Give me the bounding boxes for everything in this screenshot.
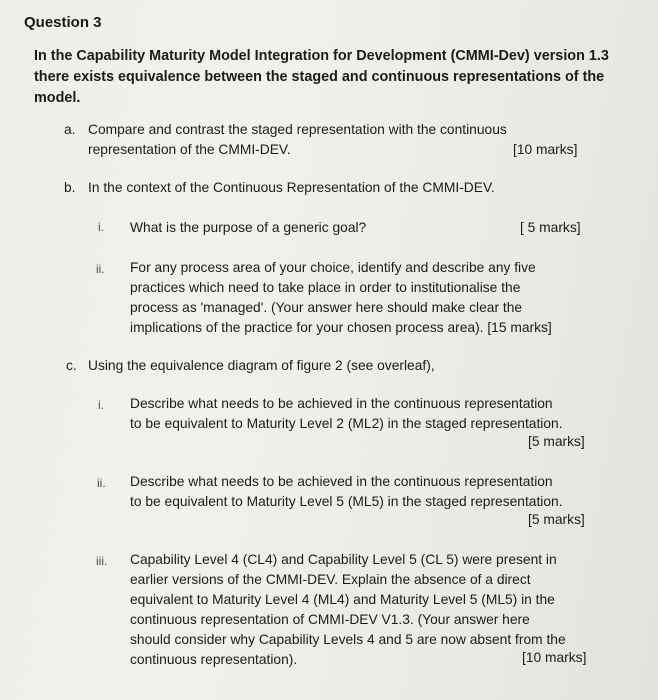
question-title: Question 3 <box>24 14 102 31</box>
part-c-item-ii-line: to be equivalent to Maturity Level 5 (ML5) in the staged representation. <box>130 494 563 509</box>
question-intro <box>34 46 634 109</box>
part-c-item-iii-marks: [10 marks] <box>522 650 587 665</box>
intro-line: there exists equivalence between the staged and continuous representations of the <box>34 69 605 85</box>
part-c-label: c. <box>66 358 77 373</box>
intro-line: In the Capability Maturity Model Integration for Development (CMMI-Dev) version 1.3 <box>34 48 609 64</box>
part-b-text: In the context of the Continuous Representation of the CMMI-DEV. <box>88 180 495 195</box>
part-b-item-i-marks: [ 5 marks] <box>520 220 581 235</box>
part-c-item-ii-marks: [5 marks] <box>528 512 585 527</box>
part-b-item-ii-text <box>130 258 610 338</box>
part-a-line: representation of the CMMI-DEV. <box>88 142 291 157</box>
intro-line: model. <box>34 90 81 106</box>
part-b-item-i-text <box>130 218 490 238</box>
part-a-line: Compare and contrast the staged representation with the continuous <box>88 122 507 137</box>
part-b-item-ii-line: process as 'managed'. (Your answer here should make clear the <box>130 300 523 315</box>
part-c-item-iii-line: continuous representation of CMMI-DEV V1.3. (Your answer here <box>130 612 530 627</box>
part-b-item-ii-line: For any process area of your choice, identify and describe any five <box>130 260 536 275</box>
part-c-item-i-line: Describe what needs to be achieved in the continuous representation <box>130 396 553 411</box>
part-b-item-ii-line: implications of the practice for your chosen process area). [15 marks] <box>130 320 552 335</box>
part-c-item-i-marks: [5 marks] <box>528 434 585 449</box>
part-c-item-iii-line: equivalent to Maturity Level 4 (ML4) and Maturity Level 5 (ML5) in the <box>130 592 555 607</box>
part-c-item-iii-line: earlier versions of the CMMI-DEV. Explain the absence of a direct <box>130 572 531 587</box>
part-c-item-ii-numeral: ii. <box>97 476 106 490</box>
part-c-text: Using the equivalence diagram of figure 2 (see overleaf), <box>88 358 435 373</box>
part-c-item-ii-line: Describe what needs to be achieved in the continuous representation <box>130 474 553 489</box>
part-b-item-i-numeral: i. <box>98 220 104 234</box>
part-b-label: b. <box>64 180 76 195</box>
part-c-item-i-line: to be equivalent to Maturity Level 2 (ML2) in the staged representation. <box>130 416 563 431</box>
part-c-item-i-numeral: i. <box>98 398 104 412</box>
part-c-item-ii-text <box>130 472 610 512</box>
part-b-item-ii-numeral: ii. <box>96 262 105 276</box>
part-c-item-iii-line: continuous representation). <box>130 652 298 667</box>
part-b-item-i-line: What is the purpose of a generic goal? <box>130 220 367 235</box>
part-b-item-ii-line: practices which need to take place in order to institutionalise the <box>130 280 521 295</box>
part-c-item-iii-numeral: iii. <box>96 554 108 568</box>
part-a-marks: [10 marks] <box>513 142 578 157</box>
part-c-item-iii-line: Capability Level 4 (CL4) and Capability Level 5 (CL 5) were present in <box>130 552 557 567</box>
part-a-label: a. <box>64 122 76 137</box>
part-c-item-iii-line: should consider why Capability Levels 4 and 5 are now absent from the <box>130 632 566 647</box>
part-c-item-i-text <box>130 394 610 434</box>
